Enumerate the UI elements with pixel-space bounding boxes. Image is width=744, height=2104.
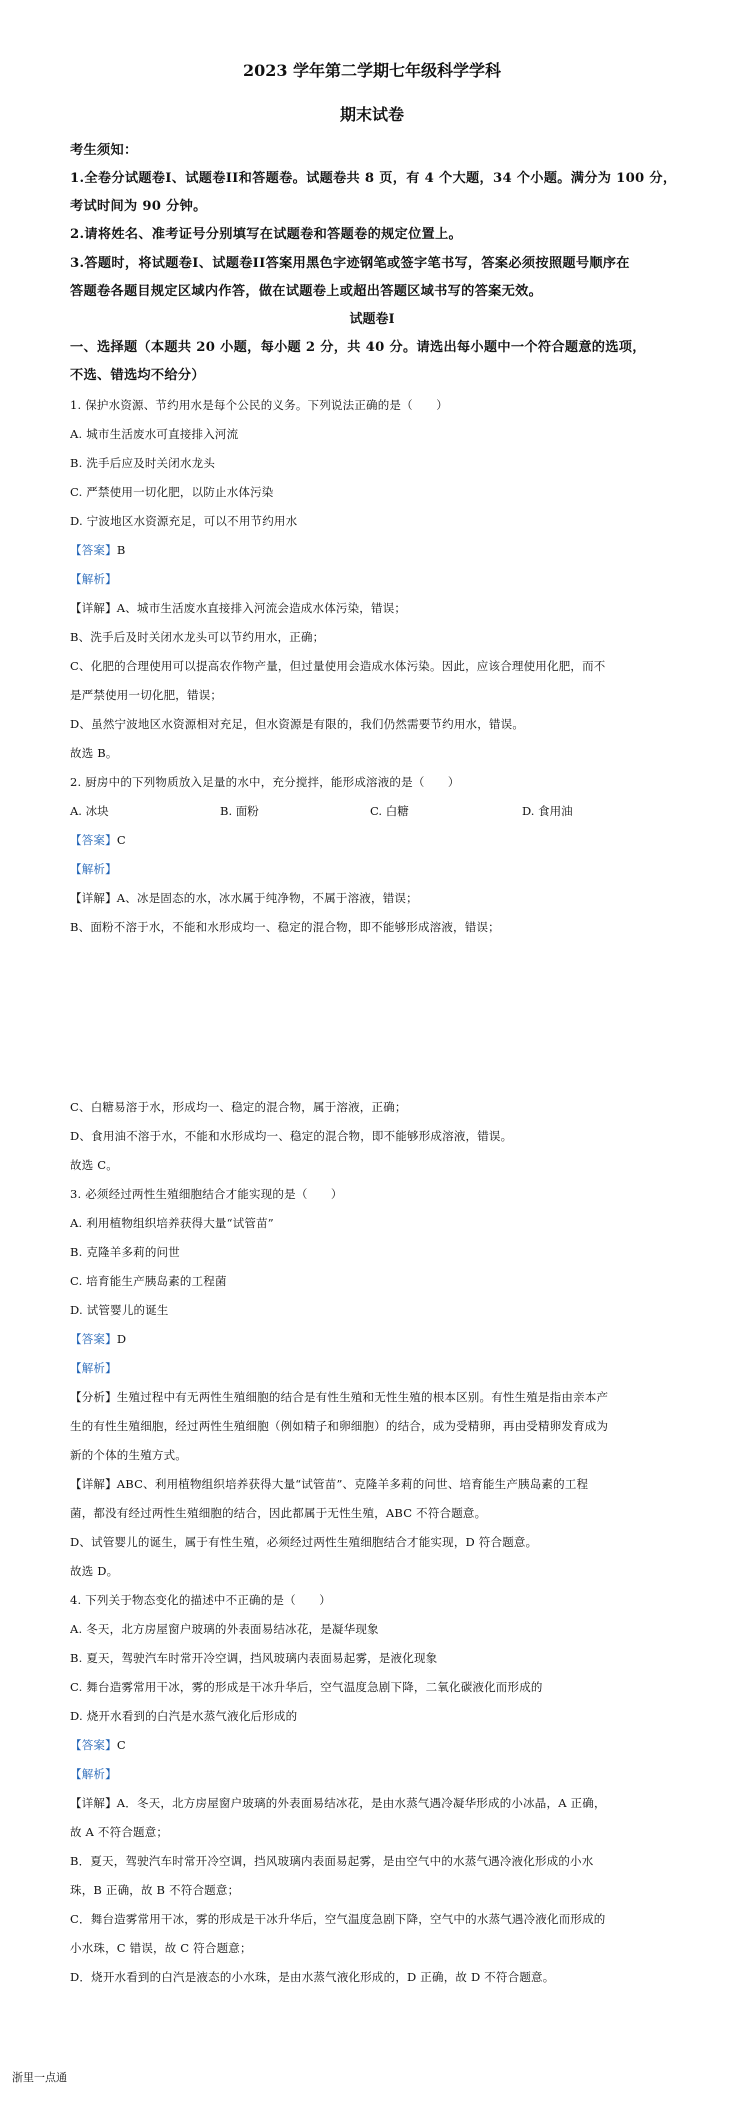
detail-line: B、面粉不溶于水，不能和水形成均一、稳定的混合物，即不能够形成溶液，错误； <box>70 920 500 934</box>
question-option: C. 严禁使用一切化肥，以防止水体污染 <box>70 485 274 499</box>
question-option: A. 城市生活废水可直接排入河流 <box>70 427 239 441</box>
notice-heading: 考生须知： <box>70 143 138 158</box>
notice-line: 考试时间为 90 分钟。 <box>70 199 207 214</box>
detail-line: 新的个体的生殖方式。 <box>70 1448 187 1462</box>
detail-line: D、虽然宁波地区水资源相对充足，但水资源是有限的，我们仍然需要节约用水，错误。 <box>70 717 525 731</box>
question-option: D. 试管婴儿的诞生 <box>70 1303 169 1317</box>
detail-line: D、试管婴儿的诞生，属于有性生殖，必须经过两性生殖细胞结合才能实现，D 符合题意。 <box>70 1535 538 1549</box>
detail-line: 生的有性生殖细胞，经过两性生殖细胞（例如精子和卵细胞）的结合，成为受精卵，再由受精卵发育成为 <box>70 1419 609 1433</box>
answer-line <box>70 831 685 849</box>
section-title: 试题卷I <box>349 312 395 327</box>
analysis-label: 【解析】 <box>70 862 117 876</box>
answer-line <box>70 541 685 559</box>
detail-line: 【详解】A．冬天，北方房屋窗户玻璃的外表面易结冰花，是由水蒸气遇冷凝华形成的小冰晶，A 正确， <box>70 1796 606 1810</box>
detail-line: 故选 B。 <box>70 746 118 760</box>
question-option: B. 洗手后应及时关闭水龙头 <box>70 456 216 470</box>
detail-line: 【详解】A、城市生活废水直接排入河流会造成水体污染，错误； <box>70 601 407 615</box>
answer-label: 【答案】 <box>70 1738 117 1752</box>
answer-label: 【答案】 <box>70 543 117 557</box>
question-option: D. 烧开水看到的白汽是水蒸气液化后形成的 <box>70 1709 298 1723</box>
detail-line: D．烧开水看到的白汽是液态的小水珠，是由水蒸气液化形成的，D 正确，故 D 不符合题意。 <box>70 1970 555 1984</box>
detail-line: 故选 D。 <box>70 1564 119 1578</box>
detail-line: 【详解】ABC、利用植物组织培养获得大量“试管苗”、克隆羊多莉的问世、培育能生产胰岛素的工程 <box>70 1477 589 1491</box>
question-option: B. 克隆羊多莉的问世 <box>70 1245 180 1259</box>
notice-line: 3.答题时，将试题卷I、试题卷II答案用黑色字迹钢笔或签字笔书写，答案必须按照题号顺序在 <box>70 256 630 271</box>
notice-line: 2.请将姓名、准考证号分别填写在试题卷和答题卷的规定位置上。 <box>70 227 463 242</box>
page-title: 2023 学年第二学期七年级科学学科 <box>242 61 502 80</box>
detail-line: 【详解】A、冰是固态的水，冰水属于纯净物，不属于溶液，错误； <box>70 891 418 905</box>
question-option: A. 冬天，北方房屋窗户玻璃的外表面易结冰花，是凝华现象 <box>70 1622 379 1636</box>
part-heading: 不选、错选均不给分） <box>70 368 205 383</box>
answer-value: B <box>116 543 126 557</box>
answer-value: C <box>116 833 126 847</box>
detail-line: 是严禁使用一切化肥，错误； <box>70 688 223 702</box>
detail-line: C、白糖易溶于水，形成均一、稳定的混合物，属于溶液，正确； <box>70 1100 407 1114</box>
question-option: A. 冰块 <box>70 804 109 818</box>
answer-line <box>70 1736 685 1754</box>
question-option: C. 白糖 <box>370 804 409 818</box>
detail-line: D、食用油不溶于水，不能和水形成均一、稳定的混合物，即不能够形成溶液，错误。 <box>70 1129 513 1143</box>
detail-line: 【分析】生殖过程中有无两性生殖细胞的结合是有性生殖和无性生殖的根本区别。有性生殖是指由亲本产 <box>70 1390 609 1404</box>
question-stem: 1. 保护水资源、节约用水是每个公民的义务。下列说法正确的是（ ） <box>70 398 448 412</box>
detail-line: 故 A 不符合题意； <box>70 1825 169 1839</box>
detail-line: 故选 C。 <box>70 1158 118 1172</box>
answer-label: 【答案】 <box>70 1332 117 1346</box>
notice-line: 答题卷各题目规定区域内作答，做在试题卷上或超出答题区域书写的答案无效。 <box>70 284 543 299</box>
question-option: D. 宁波地区水资源充足，可以不用节约用水 <box>70 514 298 528</box>
question-option: D. 食用油 <box>522 804 573 818</box>
question-stem: 4. 下列关于物态变化的描述中不正确的是（ ） <box>70 1593 331 1607</box>
question-option: A. 利用植物组织培养获得大量“试管苗” <box>70 1216 274 1230</box>
detail-line: C、化肥的合理使用可以提高农作物产量，但过量使用会造成水体污染。因此，应该合理使用化肥，而不 <box>70 659 606 673</box>
page-subtitle: 期末试卷 <box>339 105 404 124</box>
analysis-label: 【解析】 <box>70 572 117 586</box>
answer-value: C <box>116 1738 126 1752</box>
question-option: B. 面粉 <box>220 804 259 818</box>
detail-line: 小水珠，C 错误，故 C 符合题意； <box>70 1941 252 1955</box>
footer-source: 浙里一点通 <box>12 2071 67 2084</box>
question-option: B. 夏天，驾驶汽车时常开冷空调，挡风玻璃内表面易起雾，是液化现象 <box>70 1651 438 1665</box>
part-heading: 一、选择题（本题共 20 小题，每小题 2 分，共 40 分。请选出每小题中一个符合题意的选项， <box>70 340 646 355</box>
analysis-label: 【解析】 <box>70 1767 117 1781</box>
analysis-label: 【解析】 <box>70 1361 117 1375</box>
question-option: C. 培育能生产胰岛素的工程菌 <box>70 1274 227 1288</box>
detail-line: B、洗手后及时关闭水龙头可以节约用水，正确； <box>70 630 325 644</box>
detail-line: 菌，都没有经过两性生殖细胞的结合，因此都属于无性生殖，ABC 不符合题意。 <box>70 1506 487 1520</box>
answer-value: D <box>116 1332 127 1346</box>
question-stem: 2. 厨房中的下列物质放入足量的水中，充分搅拌，能形成溶液的是（ ） <box>70 775 460 789</box>
question-stem: 3. 必须经过两性生殖细胞结合才能实现的是（ ） <box>70 1187 343 1201</box>
answer-line <box>70 1330 685 1348</box>
detail-line: B．夏天，驾驶汽车时常开冷空调，挡风玻璃内表面易起雾，是由空气中的水蒸气遇冷液化形成的小水 <box>70 1854 594 1868</box>
detail-line: 珠，B 正确，故 B 不符合题意； <box>70 1883 240 1897</box>
detail-line: C．舞台造雾常用干冰，雾的形成是干冰升华后，空气温度急剧下降，空气中的水蒸气遇冷液化而形成的 <box>70 1912 606 1926</box>
question-option: C. 舞台造雾常用干冰，雾的形成是干冰升华后，空气温度急剧下降，二氧化碳液化而形成的 <box>70 1680 543 1694</box>
notice-line: 1.全卷分试题卷I、试题卷II和答题卷。试题卷共 8 页，有 4 个大题，34 个小题。满分为 100 分， <box>70 171 677 186</box>
answer-label: 【答案】 <box>70 833 117 847</box>
